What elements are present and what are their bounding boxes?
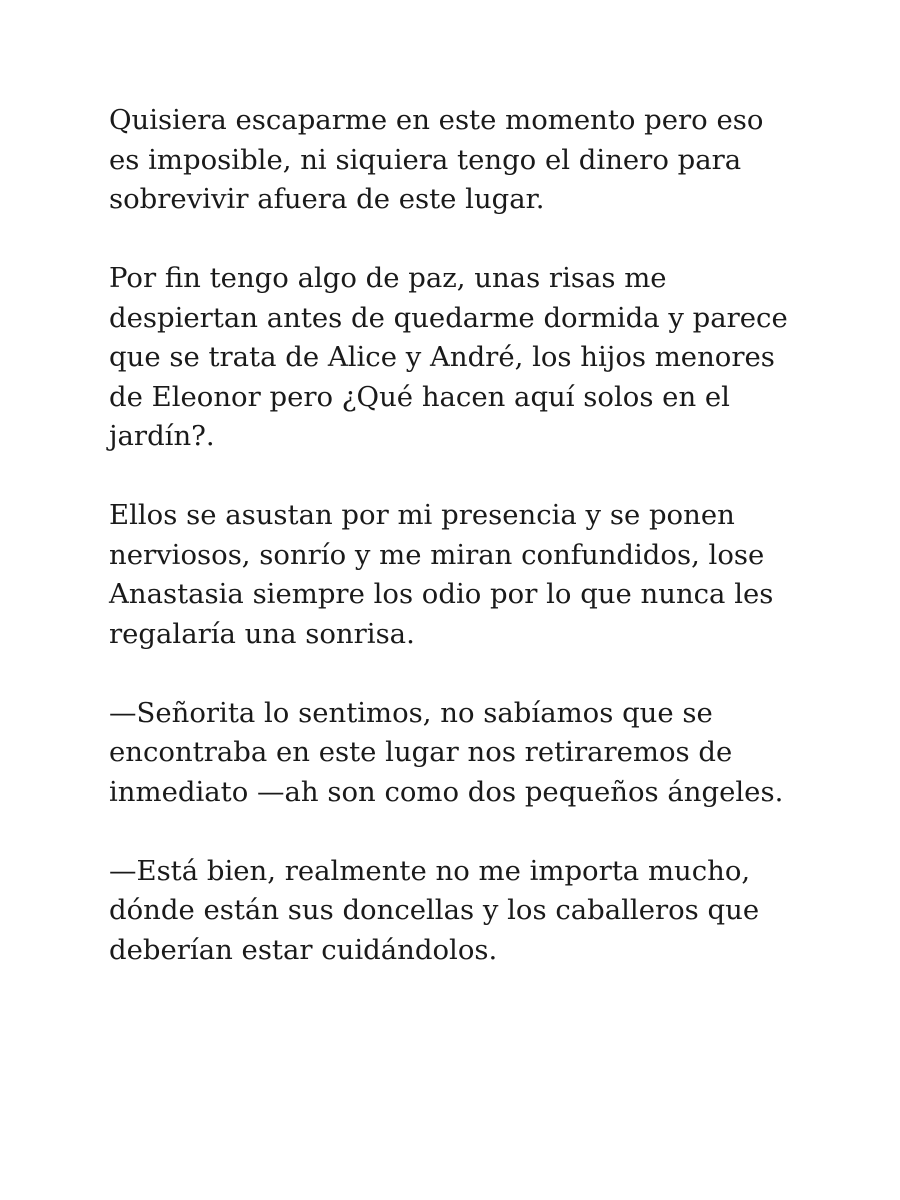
paragraph-3 (109, 496, 809, 654)
text-line: sobrevivir afuera de este lugar. (109, 183, 545, 215)
text-line: de Eleonor pero ¿Qué hacen aquí solos en el (109, 380, 730, 413)
text-line: deberían estar cuidándolos. (109, 933, 498, 966)
paragraph-4 (109, 694, 809, 813)
text-line: Ellos se asustan por mi presencia y se ponen (109, 499, 735, 531)
text-line: jardín?. (109, 420, 215, 452)
text-line: inmediato —ah son como dos pequeños ángeles. (109, 775, 784, 808)
text-line: regalaría una sonrisa. (109, 617, 415, 650)
text-line: encontraba en este lugar nos retiraremos de (109, 736, 733, 768)
text-line: —Está bien, realmente no me importa mucho, (109, 854, 751, 887)
text-line: que se trata de Alice y André, los hijos menores (109, 341, 775, 373)
paragraph-1 (109, 101, 809, 220)
paragraph-5 (109, 852, 809, 971)
paragraph-2 (109, 259, 809, 457)
text-body (109, 101, 809, 1010)
text-line: Por fin tengo algo de paz, unas risas me (109, 262, 667, 294)
text-line: despiertan antes de quedarme dormida y parece (109, 301, 788, 334)
text-line: —Señorita lo sentimos, no sabíamos que se (109, 696, 713, 729)
text-line: Anastasia siempre los odio por lo que nunca les (109, 578, 774, 610)
text-line: es imposible, ni siquiera tengo el dinero para (109, 143, 742, 176)
text-line: nerviosos, sonrío y me miran confundidos, lose (109, 538, 765, 571)
text-line: dónde están sus doncellas y los caballeros que (109, 894, 760, 926)
text-line: Quisiera escaparme en este momento pero eso (109, 104, 764, 136)
